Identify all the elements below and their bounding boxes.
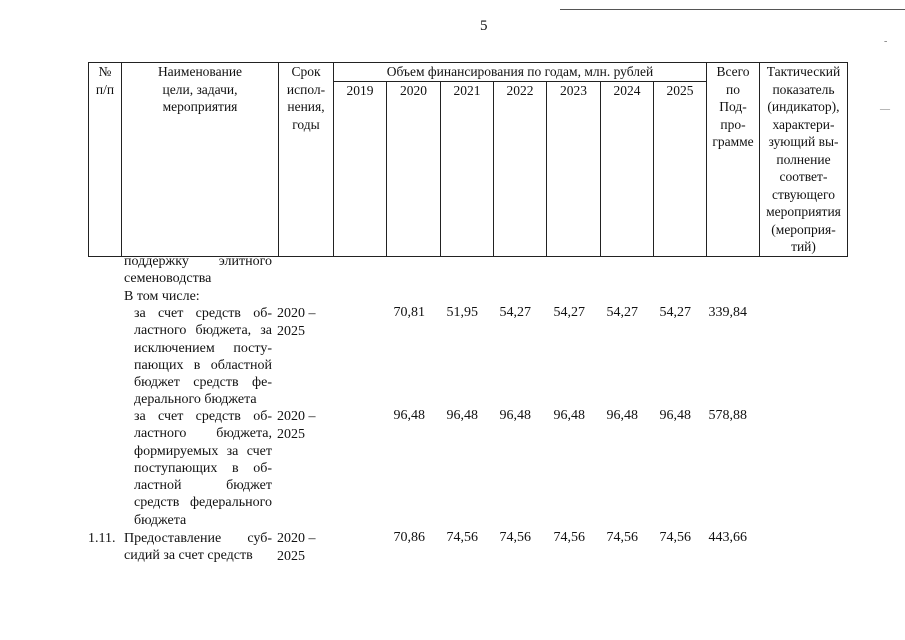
header-year-2019: 2019 [334,82,387,256]
header-num: № п/п [89,63,122,257]
row-3-val-2021: 74,56 [446,530,478,545]
in-total-label: В том числе: [124,289,200,304]
row-3-name: Предоставление суб- сидий за счет средств [124,531,272,564]
row-1-val-2024: 54,27 [606,305,638,320]
table-header [88,62,848,257]
header-year-2025: 2025 [654,82,707,256]
row-2-term: 2020 – 2025 [277,409,316,442]
row-3-val-2020: 70,86 [393,530,425,545]
row-3-val-2023: 74,56 [553,530,585,545]
row-3-term: 2020 – 2025 [277,531,316,564]
row-3-val-2025: 74,56 [659,530,691,545]
row-1-val-2022: 54,27 [499,305,531,320]
row-1-term: 2020 – 2025 [277,306,316,339]
row-3-val-2024: 74,56 [606,530,638,545]
scan-speck: — [880,104,890,115]
header-name: Наименование цели, задачи, мероприятия [122,63,279,257]
scan-speck: - [884,36,888,47]
row-2-val-2023: 96,48 [553,408,585,423]
row-3-num: 1.11. [88,531,116,546]
header-year-2024: 2024 [601,82,654,256]
row-1-name: за счет средств об- ластного бюджета, за исключением посту- пающих в областной бюджет средств фе- дерального бюджета [134,306,272,408]
row-2-val-2024: 96,48 [606,408,638,423]
row-1-val-2023: 54,27 [553,305,585,320]
header-term: Срок испол- нения, годы [279,63,334,257]
row-1-val-2021: 51,95 [446,305,478,320]
continuation-text: поддержку элитного семеноводства [124,254,272,287]
header-year-2022: 2022 [494,82,547,256]
page-number: 5 [480,18,488,34]
header-year-2021: 2021 [441,82,494,256]
row-3-total: 443,66 [708,530,747,545]
row-1-total: 339,84 [708,305,747,320]
row-1-val-2025: 54,27 [659,305,691,320]
row-2-val-2025: 96,48 [659,408,691,423]
row-3-val-2022: 74,56 [499,530,531,545]
header-total: Всего по Под- про- грамме [707,63,760,257]
scan-edge-line [560,9,905,10]
header-indicator: Тактический показатель (индикатор), характери- зующий вы- полнение соответ- ствующего мероприятия (мероприя- тий) [760,63,848,257]
row-2-name: за счет средств об- ластного бюджета, формируемых за счет поступающих в об- ластной бюджет средств федерального бюджета [134,409,272,528]
row-2-total: 578,88 [708,408,747,423]
header-year-2023: 2023 [547,82,601,256]
row-2-val-2020: 96,48 [393,408,425,423]
header-year-2020: 2020 [387,82,441,256]
row-2-val-2021: 96,48 [446,408,478,423]
header-funding-title: Объем финансирования по годам, млн. рублей [334,63,707,82]
row-2-val-2022: 96,48 [499,408,531,423]
row-1-val-2020: 70,81 [393,305,425,320]
